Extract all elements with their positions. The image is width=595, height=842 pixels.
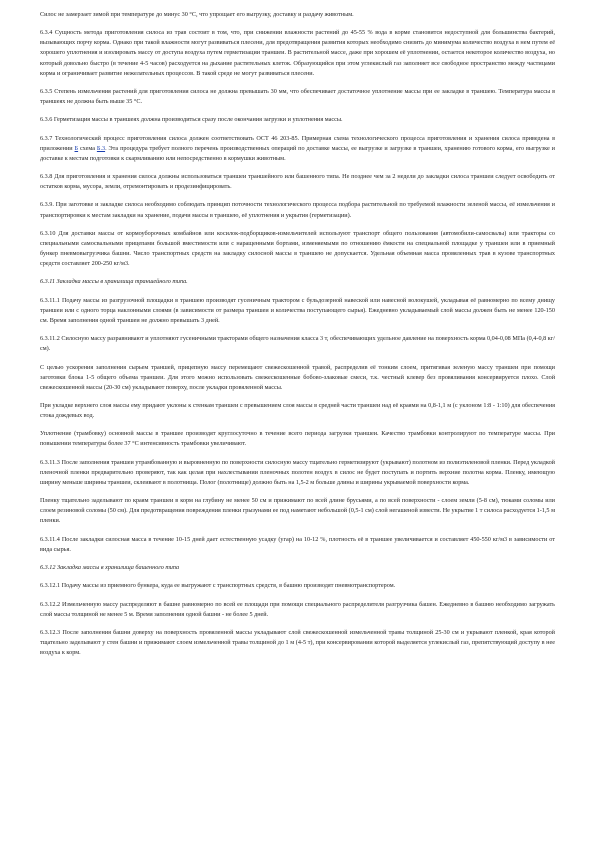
paragraph-6-3-11-1: 6.3.11.1 Подачу массы из разгрузочной площадки в траншею производят гусеничным трактором с бульдозерной навеской или навесной волокушей, укладывая её равномерно по всему днищу траншеи или с одного торца наклонными слоями (в зависимости от размера траншеи и количества поступающего сырья). Ежедневно укладываемый слой массы должен быть не менее 120-150 см. Время заполнения одной траншеи не должно превышать 3 дней. bbox=[40, 296, 555, 324]
paragraph-6-3-4: 6.3.4 Сущность метода приготовления силоса из трав состоит в том, что, при снижении влажности растений до 45-55 % вода в корме становится недоступной для большинства бактерий, вызывающих порчу корма. Однако при такой влажности могут развиваться плесени, для предотвращения развития которых необходимо снизить до минимума количество воздуха в нем путем её хорошего уплотнения и изолировать массу от доступа воздуха путем герметизации траншеи. В растительной массе, даже при хорошем её уплотнении, остается некоторое количество воздуха, но который довольно быстро (в течение 4-5 часов) расходуется на дыхание растительных клеток. Образующийся при этом углекислый газ заполняет все свободное пространство между частицами корма и ограничивает развитие нежелательных процессов. В такой среде не могут развиваться плесени. bbox=[40, 29, 555, 77]
paragraph-6-3-5: 6.3.5 Степень измельчения растений для приготовления силоса не должна превышать 30 мм, что обеспечивает достаточное уплотнение массы при ее закладке в траншею. Температура массы в траншеях не должна быть выше 35 °С. bbox=[40, 87, 555, 106]
paragraph-6-3-11-3: 6.3.11.3 После заполнения траншеи утрамбованную и выровненную по поверхности силосную массу тщательно герметизируют (укрывают) полотном из полиэтиленовой пленки. Перед укладкой пленочной пленки предварительно проверяют, так как целая при нахлестывании пленочных полотен воздух в силос не будет поступать и портить верхние полотна корма. Пленку, имеющую ширину меньше ширины траншеи, склеивают в полотнища. Полог (полотнище) должно быть на 1,5-2 м больше длины и ширины укрываемой поверхности корма. bbox=[40, 458, 555, 486]
paragraph-6-3-12-1: 6.3.12.1 Подачу массы из приемного бункера, куда ее выгружают с транспортных средств, в башню производят пневмотранспортером. bbox=[40, 582, 396, 590]
appendix-b-link[interactable]: Б bbox=[74, 144, 79, 152]
paragraph-top-layer: При укладке верхнего слоя массы ему придают уклоны к стенкам траншеи с превышением слоя массы в средней части траншеи над её краями на 0,8-1,1 м (с уклоном 1:8 - 1:10) для обеспечения стока дождевых вод. bbox=[40, 401, 555, 420]
paragraph-6-3-12-2: 6.3.12.2 Измельченную массу распределяют в башне равномерно по всей ее площади при помощи специального распределителя разгрузчика башен. Ежедневно в башню необходимо загружать слой массы толщиной не менее 5 м. Время заполнения одной башни - не более 5 дней. bbox=[40, 600, 555, 618]
paragraph-fast-filling: С целью ускорения заполнения сырьем траншей, прицепную массу перемещают свежескошенной травой, распределив её тонким слоем, притягивая зеленую массу траншеи при помощи заготовки блока 1-5 общего объема траншеи. Для этого можно использовать свежескошенные бобово-злаковые смеси, т.к. честный клевер без провяливания консервируется плохо. Слой свежескошенной массы (20-30 см) укладывают поверху, после укладки провяленной массы. bbox=[40, 363, 555, 391]
paragraph-6-3-10: 6.3.10 Для доставки массы от кормоуборочных комбайнов или косилок-подборщиков-измельчителей используют транспорт общего пользования (автомобили-самосвалы) или тракторы со специальными самосвальными прицепами большой вместимости или с наращенными бортами, изменяемыми по отношению ёмкости на специальной площадке у траншеи или в приемный бункер пневмовыгрузчика башни. Число транспортных средств на закладку силосной массы в траншею не допускается. Удельная объемная масса провяленных трав в кузове транспортных средств составляет 200-250 кг/м3. bbox=[40, 229, 555, 268]
paragraph-6-3-9: 6.3.9. При заготовке и закладке силоса необходимо соблюдать принцип поточности технологического процесса подбора растительной по требуемой влажности зеленой массы, её измельчения и транспортировки к местам закладки на хранение, подачи массы в траншею, её уплотнения и укрытия (герметизации). bbox=[40, 201, 555, 219]
paragraph-6-3-7-text-a: 6.3.7 Технологический процесс приготовления силоса должен соответствовать ОСТ 46 203-85. Примерная схема технологического процесса приготовления и хранения силоса приведена в приложении bbox=[40, 134, 555, 152]
paragraph-6-3-8: 6.3.8 Для приготовления и хранения силоса должны использоваться траншеи траншейного или башенного типа. Не позднее чем за 2 недели до закладки силоса траншеи следует освободить от остатков корма, мусора, земли, отремонтировать и продезинфицировать. bbox=[40, 173, 555, 191]
paragraph-film-sealing: Пленку тщательно заделывают по краям траншеи в корм на глубину не менее 50 см и прижимают по всей длине брусьями, а по всей поверхности - слоем земли (5-8 см), тюками соломы или слоем резиновой соломы (50 см). Для предотвращения повреждения пленки грызунами ее под наметают небольшой (0,5-1 см) слой негашеной извести. Не укрытие 1 т силоса расходуется 1-1,5 м пленки. bbox=[40, 497, 555, 525]
paragraph-6-3-3-tail: Силос не замерзает зимой при температуре до минус 30 °С, что упрощает его выгрузку, доставку и раздачу животным. bbox=[40, 11, 354, 18]
paragraph-6-3-7-text-b: схема bbox=[78, 144, 97, 152]
paragraph-6-3-7-text-c: . Эта процедура требует полного перечень производственных операций по доставке массы, ее выгрузке и загрузке в траншеи, хранению готового корма, его выгрузке и доставке к местам подготовки к скармливанию или непосредственно в кормушки животным. bbox=[40, 144, 555, 162]
section-heading-6-3-12: 6.3.12 Закладка массы в хранилища башенного типа bbox=[40, 564, 180, 572]
paragraph-6-3-6: 6.3.6 Герметизация массы в траншеях должна производиться сразу после окончания загрузки и уплотнения массы. bbox=[40, 116, 343, 124]
paragraph-6-3-7 bbox=[40, 134, 555, 164]
section-heading-6-3-11: 6.3.11 Закладка массы в хранилища траншейного типа. bbox=[40, 278, 188, 286]
paragraph-6-3-12-3: 6.3.12.3 После заполнения башни доверху на поверхность провяленной массы укладывают слой свежескошенной измельченной травы толщиной 25-30 см и укрывают пленкой, края которой тщательно заделывают у стен башни и прижимают слоем измельченной травы толщиной до 1 м (4-5 т), при консервировании которой выделяется углекислый газ, препятствующий доступу в нее воздуха к корм. bbox=[40, 628, 555, 657]
scheme-b3-link[interactable]: Б.3 bbox=[96, 144, 106, 152]
paragraph-6-3-11-2: 6.3.11.2 Силосную массу разравнивают и уплотняют гусеничными тракторами общего назначения класса 3 т, обеспечивающих удельное давление на поверхность корма 0,04-0,08 МПа (0,4-0,8 кг/см). bbox=[40, 335, 555, 353]
paragraph-6-3-11-4: 6.3.11.4 После закладки силосная масса в течение 10-15 дней дает естественную усадку (угар) на 10-12 %, плотность её в траншее увеличивается и составляет 450-550 кг/м3 в зависимости от вида сырья. bbox=[40, 535, 555, 553]
paragraph-compaction: Уплотнение (трамбовку) основной массы в траншее производят круглосуточно в течение всего периода загрузки траншеи. Качество трамбовки контролируют по температуре массы. При повышении температуры более 37 °С интенсивность трамбовки увеличивают. bbox=[40, 430, 555, 448]
